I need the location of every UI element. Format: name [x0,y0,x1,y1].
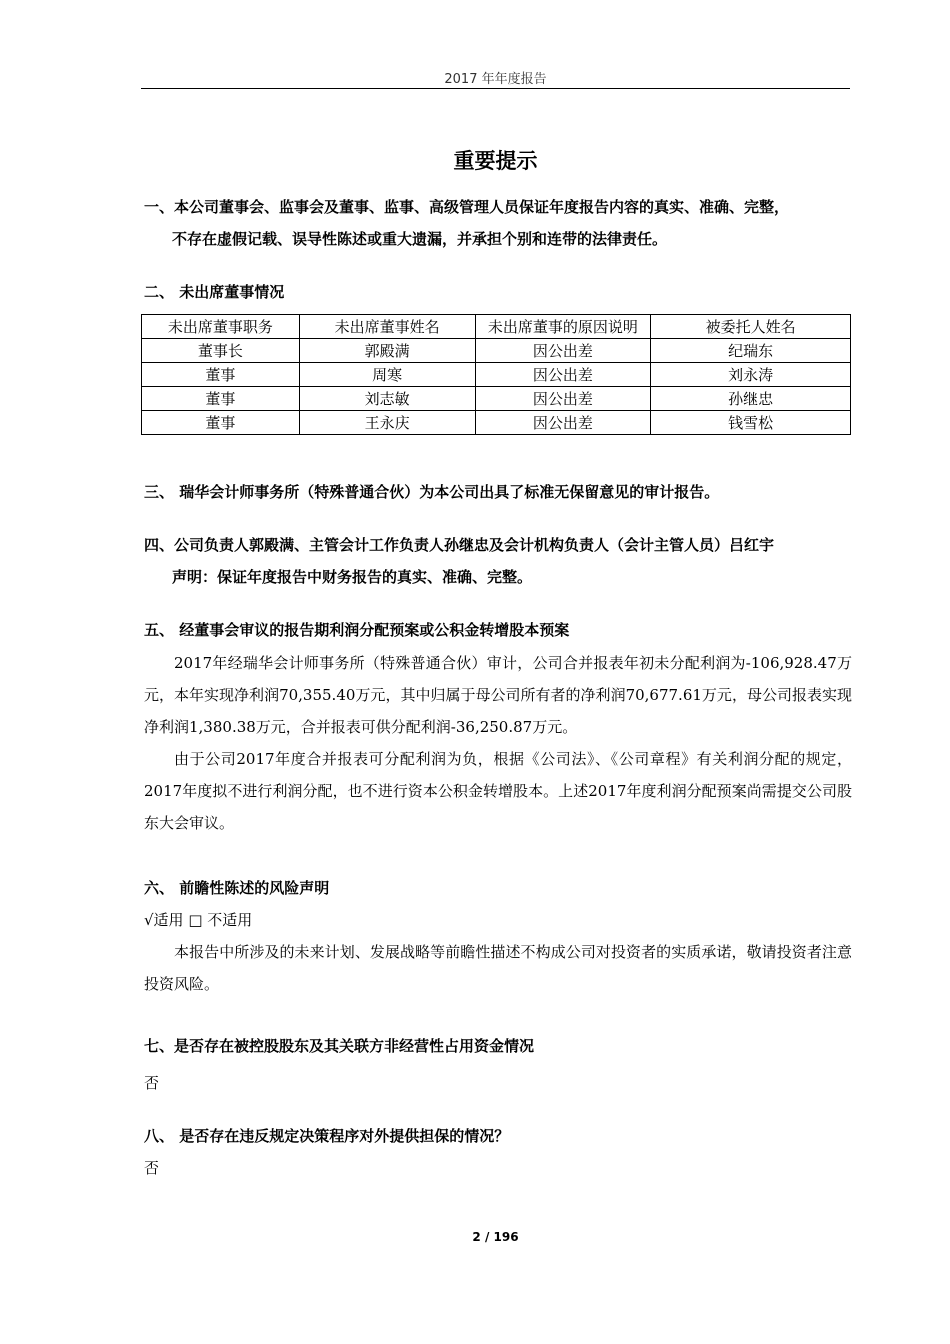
table-cell: 郭殿满 [299,339,475,363]
table-cell: 刘志敏 [299,387,475,411]
section-6-body [144,936,852,1000]
section-7-answer [144,1067,852,1099]
absent-directors-table [141,314,851,435]
table-cell: 因公出差 [475,411,651,435]
table-cell: 因公出差 [475,363,651,387]
table-cell: 纪瑞东 [651,339,851,363]
table-cell: 因公出差 [475,339,651,363]
table-cell: 周寒 [299,363,475,387]
table-cell: 董事 [142,363,300,387]
table-cell: 刘永涛 [651,363,851,387]
page-number: 2 / 196 [472,1230,519,1244]
section-2-heading-text: 二、 未出席董事情况 [144,283,285,301]
table-header-row [142,315,851,339]
section-4-line-1: 四、公司负责人郭殿满、主管会计工作负责人孙继忠及会计机构负责人（会计主管人员）吕红宇 [144,536,775,554]
table-cell: 因公出差 [475,387,651,411]
table-cell: 王永庆 [299,411,475,435]
running-header: 2017 年年度报告 [444,72,547,87]
section-8-heading [144,1120,852,1152]
section-8-answer-text: 否 [144,1159,160,1177]
section-7-heading-text: 七、是否存在被控股股东及其关联方非经营性占用资金情况 [144,1037,535,1055]
table-cell: 董事 [142,387,300,411]
section-5-body [144,647,852,839]
section-3 [144,476,852,508]
section-6-heading [144,872,852,904]
column-header: 未出席董事的原因说明 [475,315,651,339]
section-5-heading [144,614,852,646]
section-8-heading-text: 八、 是否存在违反规定决策程序对外提供担保的情况？ [144,1127,510,1145]
section-7-heading [144,1030,852,1062]
profit-paragraph: 2017年经瑞华会计师事务所（特殊普通合伙）审计，公司合并报表年初未分配利润为-106,928.47万元，本年实现净利润70,355.40万元，其中归属于母公司所有者的净利润70,677.61万元，母公司报表实现净利润1,380.38万元，合并报表可供分配利润-36,250.87万元。 [144,654,852,736]
column-header: 未出席董事姓名 [299,315,475,339]
section-6-options [144,904,852,936]
section-4-line-2: 声明：保证年度报告中财务报告的真实、准确、完整。 [172,568,533,586]
column-header: 未出席董事职务 [142,315,300,339]
table-row [142,363,851,387]
section-6-heading-text: 六、 前瞻性陈述的风险声明 [144,879,330,897]
section-7-answer-text: 否 [144,1074,160,1092]
distribution-paragraph: 由于公司2017年度合并报表可分配利润为负，根据《公司法》、《公司章程》有关利润分配的规定，2017年度拟不进行利润分配，也不进行资本公积金转增股本。上述2017年度利润分配预案尚需提交公司股东大会审议。 [144,750,852,832]
section-5-heading-text: 五、 经董事会审议的报告期利润分配预案或公积金转增股本预案 [144,621,570,639]
risk-paragraph: 本报告中所涉及的未来计划、发展战略等前瞻性描述不构成公司对投资者的实质承诺，敬请投资者注意投资风险。 [144,943,852,993]
section-1-line-1: 一、本公司董事会、监事会及董事、监事、高级管理人员保证年度报告内容的真实、准确、完整， [144,198,790,216]
table-cell: 钱雪松 [651,411,851,435]
column-header: 被委托人姓名 [651,315,851,339]
section-8-answer [144,1152,852,1184]
table-cell: 董事长 [142,339,300,363]
page-title: 重要提示 [453,149,538,173]
table-cell: 董事 [142,411,300,435]
header-rule [141,88,850,89]
table-row [142,411,851,435]
applicability-options: √适用 □ 不适用 [144,911,253,929]
table-row [142,387,851,411]
section-3-text: 三、 瑞华会计师事务所（特殊普通合伙）为本公司出具了标准无保留意见的审计报告。 [144,483,720,501]
table-row [142,339,851,363]
section-1-line-2: 不存在虚假记载、误导性陈述或重大遗漏，并承担个别和连带的法律责任。 [172,230,668,248]
section-4 [144,529,852,593]
section-2-heading [144,276,852,308]
section-1 [144,191,852,255]
table-cell: 孙继忠 [651,387,851,411]
